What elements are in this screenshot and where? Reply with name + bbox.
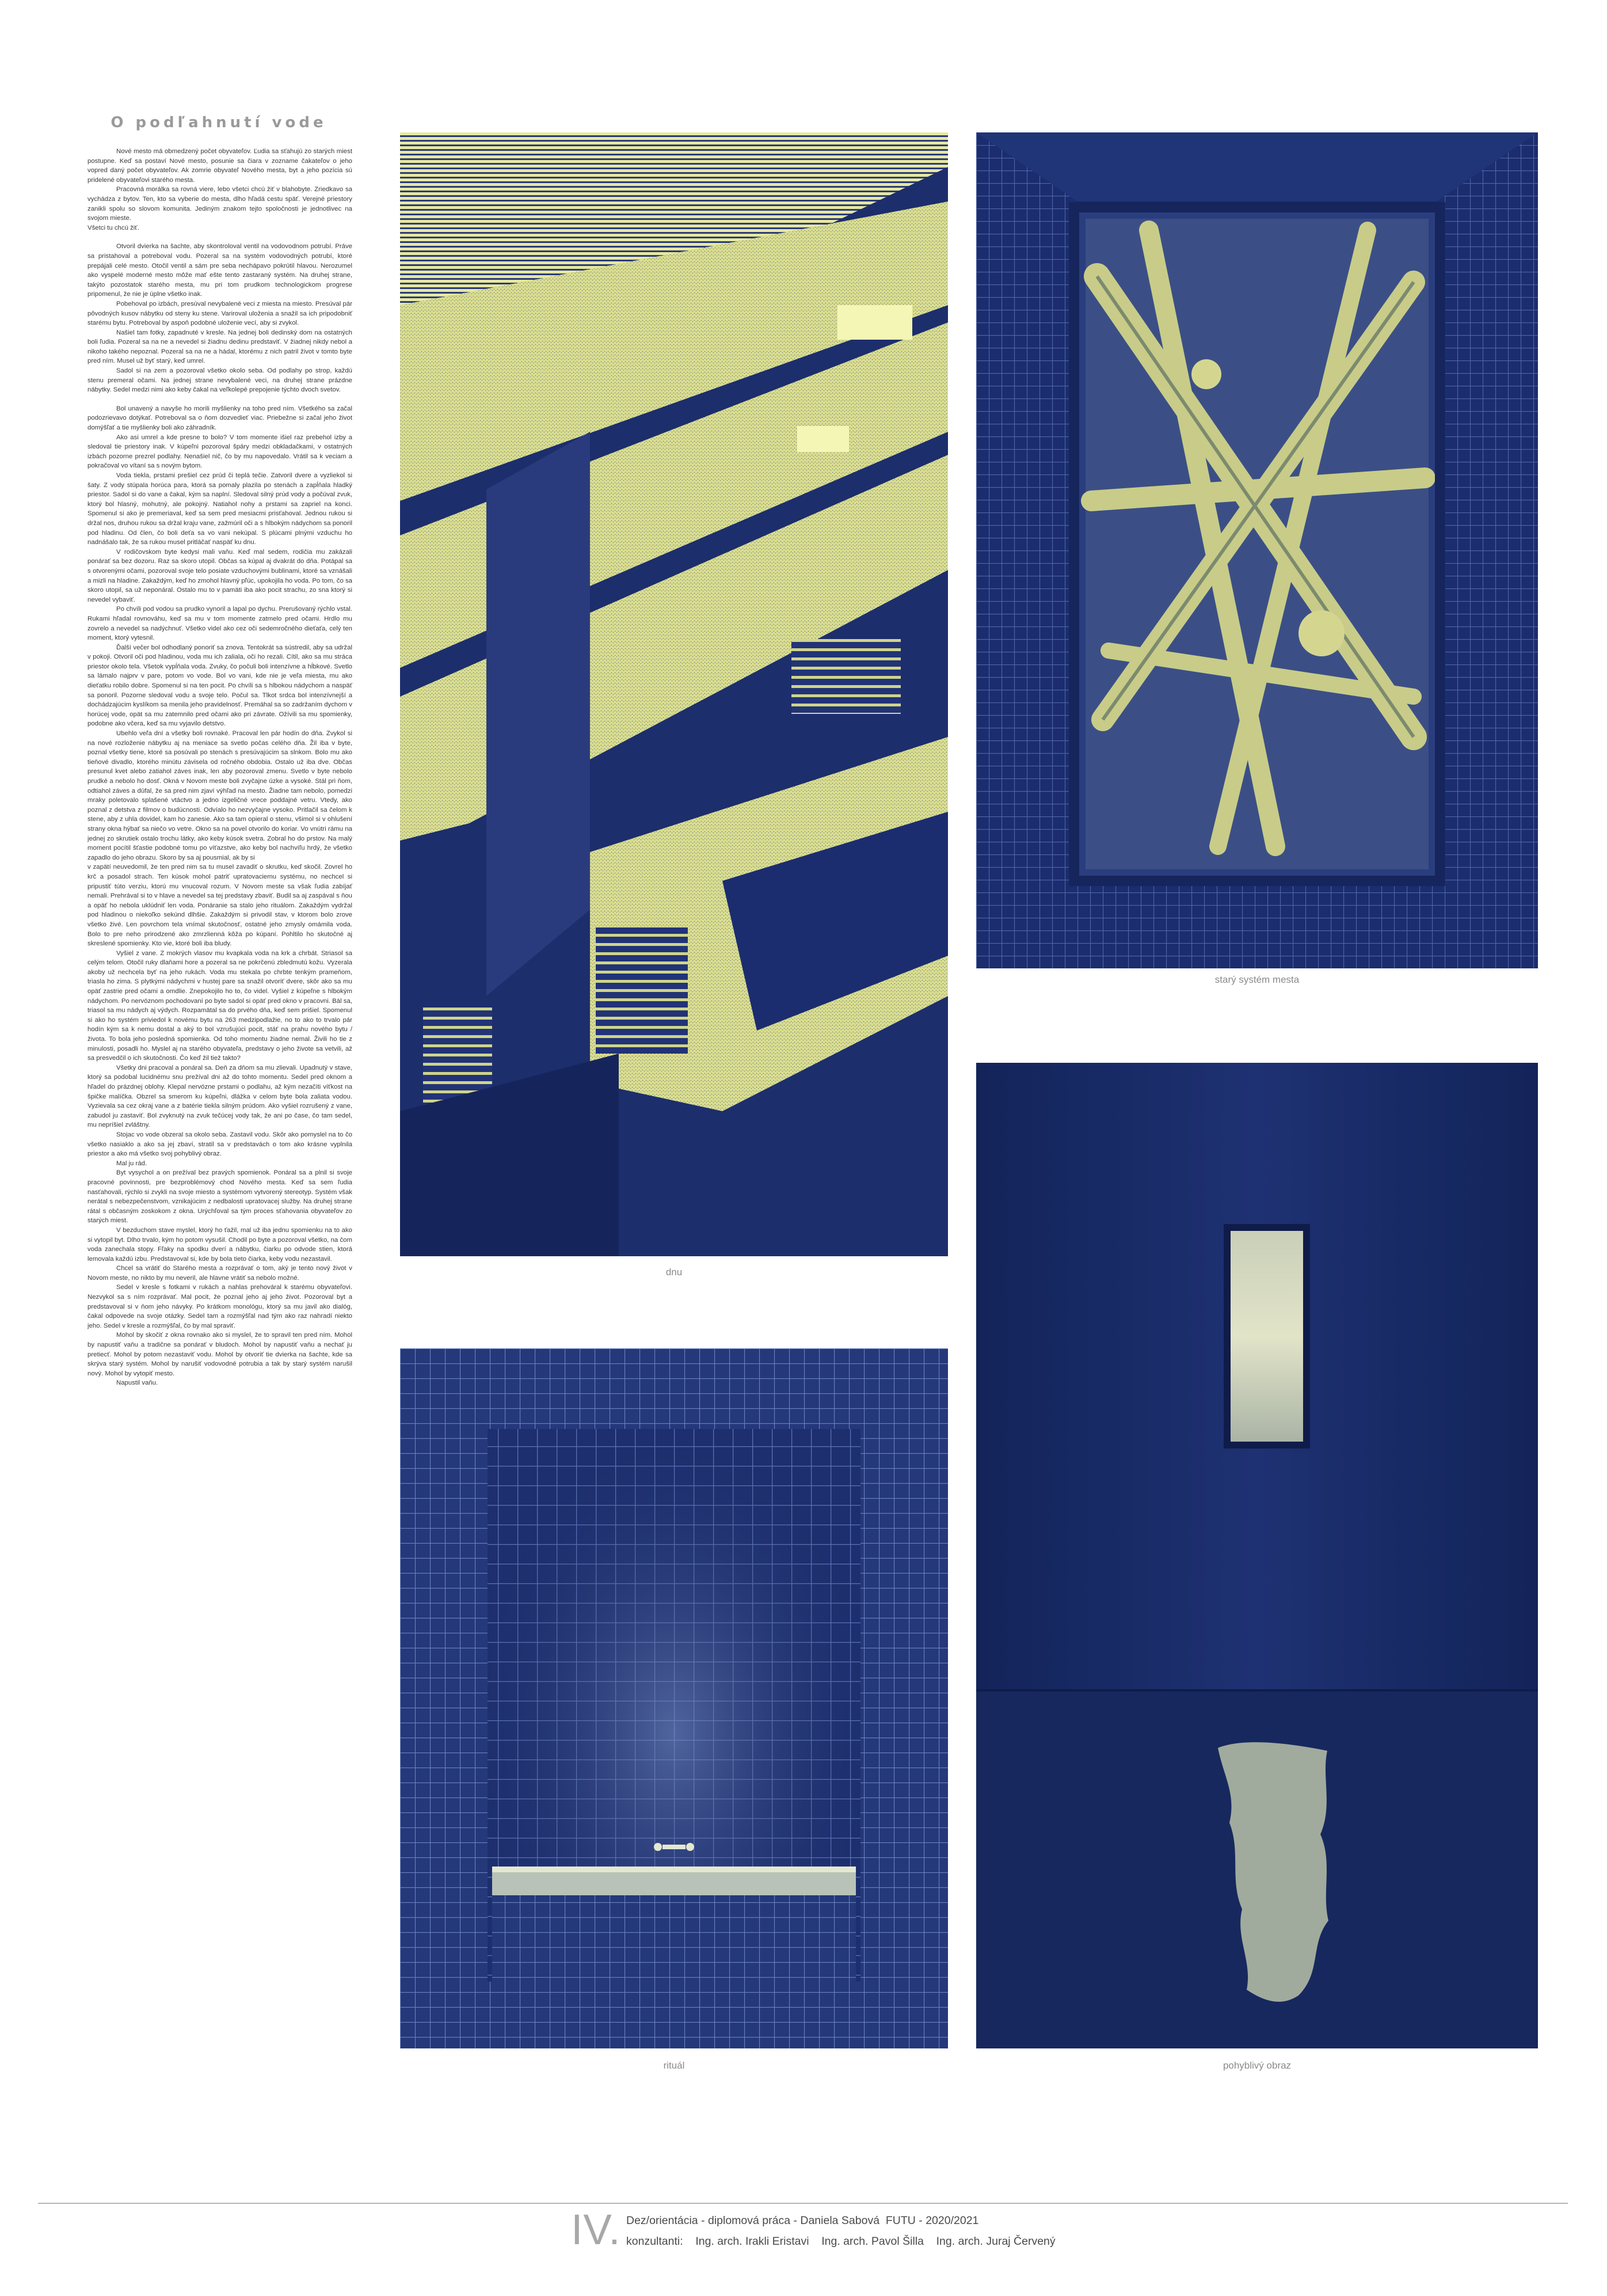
image-dnu <box>400 132 948 1256</box>
article-paragraph: Nové mesto má obmedzený počet obyvateľov. Ľudia sa sťahujú zo starých miest postupne. Keď sa postaví Nové mesto, posunie sa čiara v zozname čakateľov o jeho vopred daný počet obyvateľov. Ak zomrie obyvateľ Nového mesta, byt a jeho pozícia sú pridelené obyvateľovi starého mesta. <box>87 148 352 184</box>
caption-stary-system: starý systém mesta <box>1214 974 1300 985</box>
article-paragraph: Všetky dni pracoval a ponáral sa. Deň za dňom sa mu zlievali. Upadnutý v stave, ktorý sa podobal lucidnému snu prežíval dni až do tohto momentu. Sedel pred oknom a hľadel do prázdnej oblohy. Klepal nervózne prstami o podlahu, až kým nezačíti víťkost na špičke malíčka. Obzrel sa smerom ku kúpeľni, dlážka v celom byte bola zaliata vodou. Vyzievala sa cez okraj vane a z batérie tiekla silným prúdom. Ako vyšiel rozrušený z vane, zabudol ju zastaviť. Bol zvyknutý na zvuk tečúcej vody tak, že ani po čase, čo tam sedel, mu nepríšiel zvláštny. <box>87 1064 352 1129</box>
article-paragraph: Všetci tu chcú žiť. <box>87 224 139 231</box>
caption-dnu: dnu <box>665 1267 683 1278</box>
article-paragraph: Pracovná morálka sa rovná viere, lebo všetci chcú žiť v blahobyte. Zriedkavo sa vychádza z bytov. Ten, kto sa vyberie do mesta, dlho hľadá cestu späť. Verejné priestory zanikli spolu so slovom komunita. Jediným znakom tejto spoločnosti je jednotlivec na svojom mieste. <box>87 186 352 222</box>
image-ritual <box>400 1348 948 2048</box>
article-paragraph: Po chvíli pod vodou sa prudko vynoril a lapal po dychu. Prerušovaný rýchlo vstal. Rukami hľadal rovnováhu, keď sa mu v tom momente zatmelo pred očami. Hrdlo mu zovrelo a nevedel sa nadýchnuť. Všetko videl ako cez oči sedemročného dieťaťa, celý ten moment, ktorý vytesnil. <box>87 606 352 642</box>
article-paragraph: V bezduchom stave myslel, ktorý ho ťažil, mal už iba jednu spomienku na to ako si vytopil byt. Dlho trvalo, kým ho potom vysušil. Chodil po byte a pozoroval všetko, na čom voda zanechala stopy. Fľaky na spodku dverí a nábytku, čiarku po odvode stien, ktorá lemovala každú izbu. Predstavoval si, kde by bola tieto čiarka, keby vodu nezastavil. <box>87 1226 352 1263</box>
footer-consultants-line: konzultanti: Ing. arch. Irakli Eristavi Ing. arch. Pavol Šilla Ing. arch. Juraj Červený <box>626 2235 1056 2248</box>
article-paragraph: v zapätí neuvedomil, že ten pred nim sa tu musel zavadiť o skrutku, keď skočil. Zovrel ho krč a posadol strach. Ten kúsok mohol patriť upratovaciemu systému, no nechcel si pripustiť túto verziu, ktorú mu vnucoval rozum. V Novom meste sa však ľudia zabíjať nemali. Prehrával si to v hlave a nevedel sa tej predstavy zbaviť. Budil sa aj zaspával s ňou a opäť ho nebola uklúdniť len voda. Ponáranie sa stalo jeho rituálom. Zakaždým vydržal pod hladinou o niekoľko sekúnd dlhšie. Zakaždým si privodil stav, v ktorom bolo zrove všetko živé. Len povrchom tela vnímal skutočnosť, ostatné jeho zmysly omámila voda. Bolo to pre neho prirodzené ako zmrzlienná kôža po kúpaní. Pohltilo ho skutočné aj skreslené spomienky. Kto vie, ktoré boli iba bludy. <box>87 864 352 948</box>
sheet-number: IV. <box>571 2206 621 2253</box>
article-paragraph: Našiel tam fotky, zapadnuté v kresle. Na jednej boli dedinský dom na ostatných boli ľudia. Pozeral sa na ne a nevedel si žiadnu dedinu predstaviť. V žiadnej nikdy nebol a nikoho takého nepoznal. Pozeral sa na ne a hádal, ktorému z nich patril život v tomto byte pred ním. Musel už byť starý, keď umrel. <box>87 329 352 365</box>
article-paragraph: Voda tiekla, prstami prešiel cez prúd či teplá tečie. Zatvoril dvere a vyzliekol si šaty. Z vody stúpala horúca para, ktorá sa pomaly plazila po stenách a zapĺňala hladký priestor. Sadol si do vane a čakal, kým sa naplní. Sledoval silný prúd vody a počúval zvuk, ktorý bol hlasný, mohutný, ale pokojný. Natiahol nohy a prstami sa zapriel na konci. Spomenul si ako je premeriaval, keď sa sem pred mesiacmi prisťahoval. Jednou rukou si držal nos, druhou rukou sa držal kraju vane, zažmúril oči a s hlbokým nádychom sa ponoril pod hladinu. Od člen, čo boli deťa sa vo vani nekúpal. S plúcami plnými vzduchu ho nadnášalo tak, že sa rukou musel pritláčať naspäť ku dnu. <box>87 472 352 546</box>
footer-divider <box>38 2203 1568 2204</box>
caption-pohyblivy-obraz: pohyblivý obraz <box>1223 2060 1292 2071</box>
footer-project-line: Dez/orientácia - diplomová práca - Daniela Sabová FUTU - 2020/2021 <box>626 2214 979 2227</box>
article-paragraph: Stojac vo vode obzeral sa okolo seba. Zastavil vodu. Skôr ako pomyslel na to čo všetko nasiaklo a ako sa jej zbaví, stratil sa v predstavách o tom ako krásne vyplnila priestor a ako má všetko svoj pohyblivý obraz. <box>87 1131 352 1158</box>
article-paragraph: Otvoril dvierka na šachte, aby skontroloval ventil na vodovodnom potrubí. Práve sa pristahoval a potreboval vodu. Pozeral sa na systém vodovodných potrubí, ktoré prepájali celé mesto. Otočil ventil a sám pre seba nechápavo pokrútil hlavou. Nerozumel ako vyspelé moderné mesto môže mať ešte tento zastaraný systém. Na druhej strane, takýto pozostatok starého mesta, mu pri tom prudkom technologickom progrese pripomenul, že nie je úplne všetko inak. <box>87 243 352 298</box>
article-paragraph: Bol unavený a navyše ho morili myšlienky na toho pred ním. Všetkého sa začal podozrievavo dotýkať. Potreboval sa o ňom dozvedieť viac. Priebežne si začal jeho život domýšľať a tie myšlienky boli ako záhradník. <box>87 405 352 432</box>
article-paragraph: Sadol si na zem a pozoroval všetko okolo seba. Od podlahy po strop, každú stenu premeral očami. Na jednej strane nevybalené veci, na druhej strane prázdne nábytky. Sedel medzi nimi ako keby čakal na veľkolepé prepojenie týchto dvoch svetov. <box>87 367 352 394</box>
caption-ritual: rituál <box>663 2060 685 2071</box>
article-paragraph: Mohol by skočiť z okna rovnako ako si myslel, že to spravil ten pred ním. Mohol by napustiť vaňu a tradične sa ponárať v bludoch. Mohol by napustiť vaňu a nechať ju pretiecť. Mohol by potom nezastaviť vodu. Mohol by otvoriť tie dvierka na šachte, kde sa skrýva starý systém. Mohol by narušiť vodovodné potrubia a tak by starý systém narušil nový. Mohol by vytopiť mesto. <box>87 1332 352 1377</box>
article-paragraph: Pobehoval po izbách, presúval nevybalené veci z miesta na miesto. Presúval pár pôvodných kusov nábytku od steny ku stene. Variroval uloženia a snažil sa ich pripodobniť starému bytu. Potreboval by aspoň podobné uloženie vecí, aby si zvykol. <box>87 300 352 327</box>
article-title: O podľahnutí vode <box>111 114 327 131</box>
article-paragraph: V rodičovskom byte kedysi mali vaňu. Keď mal sedem, rodičia mu zakázali ponárať sa bez dozoru. Raz sa skoro utopil. Občas sa kúpal aj dvakrát do dňa. Potápal sa s otvorenými očami, pozoroval svoje telo posiate vzduchovými bublinami, ktoré sa vznášali a mizli na hladine. Zakaždým, keď ho zmohol hlavný pľúc, upokojila ho voda. Po tom, čo sa skoro utopil, sa už neponáral. Ostalo mu to v pamäti iba ako pocit strachu, zo sna ktorý si nevedel vybaviť. <box>87 548 352 603</box>
image-pohyblivy-obraz <box>976 1063 1538 2048</box>
article-paragraph: Chcel sa vrátiť do Starého mesta a rozprávať o tom, aký je tento nový život v Novom meste, no nikto by mu neveril, ale hlavne vrátiť sa nebolo možné. <box>87 1265 352 1282</box>
article-paragraph: Ako asi umrel a kde presne to bolo? V tom momente išiel raz prebehol izby a sledoval tie priestory inak. V kúpeľni pozoroval špáry medzi obkladačkami, v ostatných izbách pozorne prezrel podlahy. Nenašiel nič, čo by mu napovedalo. Vrátil sa k veciam a pokračoval vo vítaní sa s novým bytom. <box>87 434 352 470</box>
article-paragraph: Byt vysychol a on prežíval bez pravých spomienok. Ponáral sa a plnil si svoje pracovné povinnosti, pre bezproblémový chod Nového mesta. Keď sa sem ľudia nasťahovali, rýchlo si zvykli na svoje miesto a systémom vytvorený stereotyp. Systém však nerátal s nebezpečenstvom, vznikajúcim z nedbalosti upratovacej služby. Na druhej strane rátal s občasným zoskokom z okna. Urýchľoval sa tým proces sťahovania obyvateľov zo starých miest. <box>87 1169 352 1225</box>
article-paragraph: Ďalší večer bol odhodlaný ponoriť sa znova. Tentokrát sa sústredil, aby sa udržal v pokoji. Otvoril oči pod hladinou, voda mu ich zaliala, oči ho rezali. Cítil, ako sa mu stráca priestor okolo tela. Všetok vypĺňala voda. Zvuky, čo počuli boli intenzívne a hĺbkové. Svetlo sa lámalo najprv v pare, potom vo vode. Bol vo vani, kde nie je veľa miesta, mu ako dieťatku robilo dobre. Spomenul si na ten pocit. Po chvíli sa s hlbokou nádychom a naspäť sa ponoril. Pozorne sledoval vodu a svoje telo. Počul sa. Tlkot srdca bol intenzívnejší a dochádzajúcim kyslíkom sa menila jeho pravidelnosť. Premáhal sa so zadržaním dychom v horúcej vode, opät sa mu zatemnilo pred očami ako pri závrate. Ožívili sa mu spomienky, podobne ako včera, keď sa mu vyjavilo detstvo. <box>87 644 352 728</box>
article-paragraph: Ubehlo veľa dní a všetky boli rovnaké. Pracoval len pár hodín do dňa. Zvykol si na nové rozloženie nábytku aj na meniace sa svetlo počas celého dňa. Žil iba v byte, poznal všetky tiene, ktoré sa posúvali po stenách s presúvajúcim sa slnkom. Bolo mu ako tieňové divadlo, ktorého minútu závisela od ročného obdobia. Ostalo už iba dve. Občas presunul kvet alebo zatiahol záves inak, len aby pozoroval zmenu. Svetlo v byte nebolo prudké a nebolo ho dosť. Okná v Novom meste boli zvyčajne úzke a vysoké. Stál pri ňom, odtiahol záves a dúfal, že sa pred nim zjaví výhľad na mesto. Žiadne tam nebolo, pomedzi mraky poletovalo splašené vtáctvo a jedno izgeličné vrece poddajné vetru. Vtedy, ako poznal z detstva z filmov o budúcnosti. Odvíalo ho nezvyčajne vysoko. Pritlačil sa čelom k stene, aby z uhla dovidel, kam ho zanesie. Ako sa tam opieral o stenu, všimol si v ohlušení strany okna hýbať sa niečo vo vetre. Okno sa na povel otvorilo do koriar. Vo vnútri rámu na jednej zo skrutiek ostalo trochu látky, ako keby kúsok svetra. Zobral ho do prstov. Na malý moment pocítil šťastie podobné tomu po víťazstve, ako keby bol nachvíľu hrdý, že všetko zapadlo do jeho obrazu. Skoro by sa aj pousmial, ak by si <box>87 730 352 861</box>
image-stary-system <box>976 132 1538 968</box>
article-paragraph: Mal ju rád. <box>116 1160 147 1167</box>
article-paragraph: Vyšiel z vane. Z mokrých vlasov mu kvapkala voda na krk a chrbát. Striasol sa celým telom. Otočil ruky dlaňami hore a pozeral sa ne pokrčenú zbledmutú kožu. Vyzerala akoby už nechcela byť na jeho rukách. Voda mu stekala po chrbte tenkým prameňom, triasla ho zima. S plytkými nádychmi v hustej pare sa snažil otvoriť dvere, skôr ako sa mu opäť zastrie pred očami a omdlie. Znepokojilo ho to, čo videl. Vyšiel z kúpeľne s hlbokým nádychom. Po nervóznom pochodovaní po byte sadol si opäť pred okno v pracovni. Bál sa, triasol sa mu nádych aj výdych. Rozpamätal sa do prvého dňa, keď sem prišiel. Spomenul si ako ho systém priviedol k novému bytu na 263 medzipodlažie, no to ako to trvalo pár hodín kým sa k nemu dostal a aký to bol vzrušujúci pocit, stáť na prahu nového bytu / života. To bola jeho posledná spomienka. Od toho momentu žiadne nemal. Živili ho tie z minulosti, posadli ho. Myslel aj na starého obyvateľa, predstavy o jeho živote sa vetvili, až sa presvedčil o ich skutočnosti. Čo keď žil tiež takto? <box>87 949 352 1062</box>
article-paragraph: Napustil vaňu. <box>116 1379 158 1387</box>
article-paragraph: Sedel v kresle s fotkami v rukách a nahlas prehováral k starému obyvateľovi. Nezvykol sa s ním rozprávať. Mal pocit, že poznal jeho aj jeho život. Pozoroval byt a predstavoval si v ňom jeho návyky. Po krátkom monológu, ktorý sa mu javil ako dialóg, čakal odpovede na svoje otázky. Sedel tam a rozmýšľal nad tým ako raz nahradí niekto jeho. Sedel v kresle a rozmýšľal, čo by mal spraviť. <box>87 1284 352 1329</box>
article-body <box>87 147 352 2127</box>
